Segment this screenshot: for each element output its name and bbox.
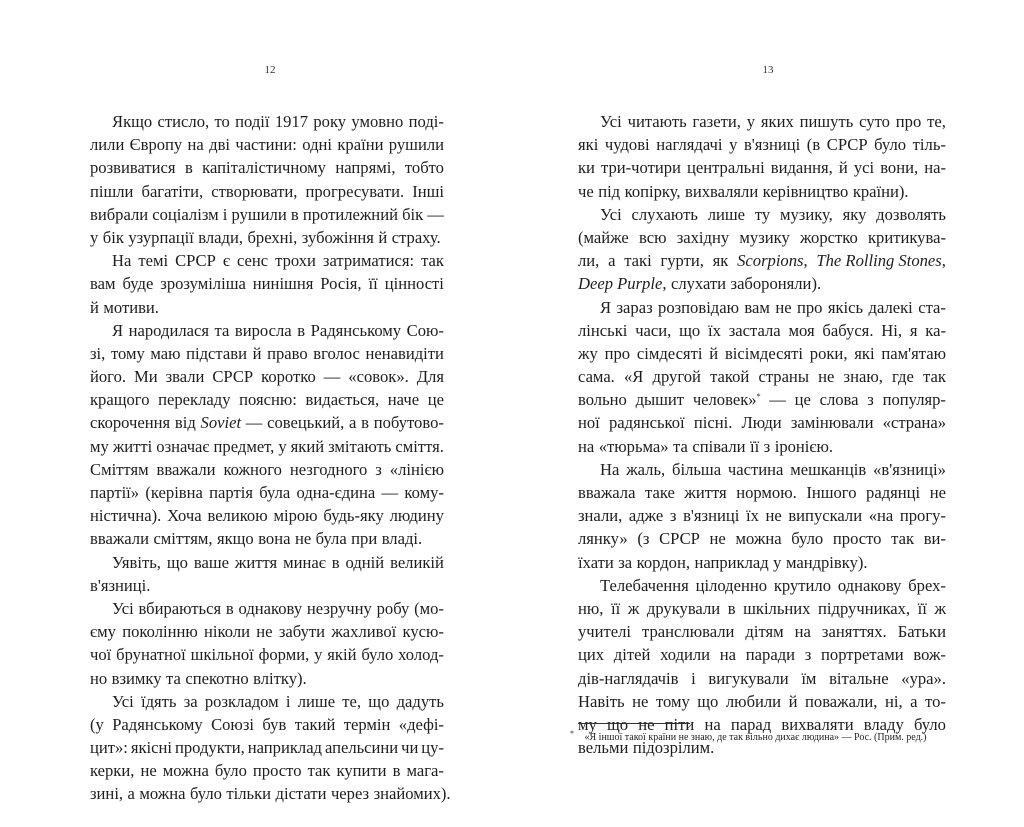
- text-line: лянку» (з СРСР не можна було просто так ви-: [578, 529, 946, 549]
- text-line: учителі транслювали дітям на заняттях. Батьки: [578, 622, 946, 642]
- text-line: партії» (керівна партія була одна-єдина — кому-: [90, 483, 444, 502]
- text-line: зині, а можна було тільки дістати через знайомих).: [90, 784, 451, 804]
- text-line: цит»: якісні продукти, наприклад апельсини чи цу-: [90, 738, 444, 758]
- page-number: 12: [264, 64, 276, 76]
- text-line: дів-наглядачів і вигукували їм вітальне «ура».: [578, 668, 946, 688]
- text-line: скорочення від Soviet — совецький, а в побутово-: [90, 413, 444, 433]
- text-line: Усі вбираються в однакову незручну робу (мо-: [112, 598, 444, 618]
- text-line: вельми підозрілим.: [578, 738, 715, 758]
- text-line: (у Радянському Союзі був такий термін «дефі-: [90, 714, 444, 734]
- footnote-divider: [578, 723, 690, 724]
- text-line: чої брунатної шкільної форми, у якій було холод-: [90, 645, 444, 665]
- text-line: ли, а такі гурти, як Scorpions, The Rolling Stones,: [578, 251, 946, 271]
- text-line: в'язниці.: [90, 575, 151, 595]
- text-line: цих дітей ходили на паради з портретами вож-: [578, 645, 946, 665]
- text-line: пішли багатіти, створювати, прогресувати. Інші: [90, 181, 444, 201]
- text-line: му що не піти на парад вихваляти владу було: [578, 714, 946, 734]
- text-line: Усі їдять за розкладом і лише те, що дадуть: [112, 691, 444, 711]
- body-text: [578, 110, 946, 759]
- text-line: Я зараз розповідаю вам не про якісь далекі ста-: [600, 297, 946, 317]
- text-line: лили Європу на дві частини: одні країни рушили: [90, 135, 444, 155]
- text-line: вважала таке життя нормою. Іншого радянці не: [578, 483, 946, 502]
- footnote: [570, 728, 954, 744]
- text-line: які чудові наглядачі у в'язниці (в СРСР було тіль-: [578, 135, 946, 155]
- text-line: сама. «Я другой такой страны не знаю, где так: [578, 367, 946, 387]
- text-line: вибрали соціалізм і рушили в протилежний бік —: [90, 204, 444, 224]
- text-line: На темі СРСР є сенс трохи затриматися: так: [112, 251, 444, 271]
- text-line: че під копірку, вихваляли керівництво країни).: [578, 181, 909, 201]
- text-line: ної радянської пісні. Люди замінювали «страна»: [578, 413, 946, 433]
- text-line: вольно дышит человек»* — це слова з популяр-: [578, 390, 946, 410]
- text-line: ки три-чотири центральні видання, й усі вони, на-: [578, 158, 946, 178]
- text-line: вам буде зрозуміліша нинішня Росія, її цінності: [90, 274, 444, 294]
- text-line: єму поколінню ніколи не забути жахливої кусю-: [90, 622, 444, 642]
- text-line: вважали сміттям, якщо вона не була при владі.: [90, 529, 423, 549]
- text-line: керки, не можна було просто так купити в мага-: [90, 761, 444, 781]
- right-page: [512, 0, 1024, 827]
- text-line: Сміттям вважали кожного незгодного з «лінією: [90, 459, 444, 479]
- text-line: (майже всю західну музику жорстко критикува-: [578, 227, 946, 247]
- text-line: му житті означає предмет, у який змітають сміття.: [90, 436, 444, 456]
- text-line: Усі читають газети, у яких пишуть суто про те,: [600, 112, 946, 131]
- body-text: [90, 110, 451, 806]
- text-line: на «тюрьма» та співали її з іронією.: [578, 436, 834, 456]
- text-line: ню, її ж друкували в шкільних підручниках, її ж: [578, 598, 946, 618]
- text-line: кращого перекладу поясню: видається, наче це: [90, 390, 444, 410]
- text-line: ністична). Хоча великою мірою будь-яку людину: [90, 506, 444, 526]
- text-line: знали, адже з в'язниці їх не випускали «на прогу-: [578, 506, 946, 526]
- text-line: лінські часи, що їх застала моя бабуся. Ні, я ка-: [578, 320, 946, 340]
- text-line: На жаль, більша частина мешканців «в'язниці»: [600, 459, 946, 479]
- footnote-text: «Я іншої такої країни не знаю, де так вільно дихає людина» — Рос. (Прим. ред.): [584, 732, 927, 743]
- text-line: Я народилася та виросла в Радянському Сою-: [112, 320, 444, 340]
- text-line: розвиватися в капіталістичному напрямі, тобто: [90, 158, 444, 178]
- text-line: їхати за кордон, наприклад у мандрівку).: [578, 552, 868, 572]
- text-line: Телебачення цілоденно крутило однакову брех-: [600, 575, 946, 595]
- text-line: зі, тому маю підстави й право вголос ненавидіти: [90, 343, 444, 363]
- text-line: Навіть не тому що любили й поважали, ні, а то-: [578, 691, 946, 711]
- text-line: но взимку та спекотно влітку).: [90, 668, 307, 688]
- text-line: у бік узурпації влади, брехні, зубожіння й страху.: [90, 227, 441, 247]
- page-number: 13: [762, 64, 774, 76]
- footnote-mark: *: [570, 728, 574, 738]
- text-line: Якщо стисло, то події 1917 року умовно поді-: [112, 112, 444, 131]
- text-line: його. Ми звали СРСР коротко — «совок». Для: [90, 367, 444, 387]
- text-line: Усі слухають лише ту музику, яку дозволять: [600, 204, 946, 224]
- text-line: жу про сімдесяті й вісімдесяті роки, які пам'ятаю: [578, 343, 946, 363]
- text-line: Deep Purple, слухати забороняли).: [578, 274, 822, 294]
- text-line: й мотиви.: [90, 297, 159, 317]
- text-line: Уявіть, що ваше життя минає в одній великій: [112, 552, 444, 572]
